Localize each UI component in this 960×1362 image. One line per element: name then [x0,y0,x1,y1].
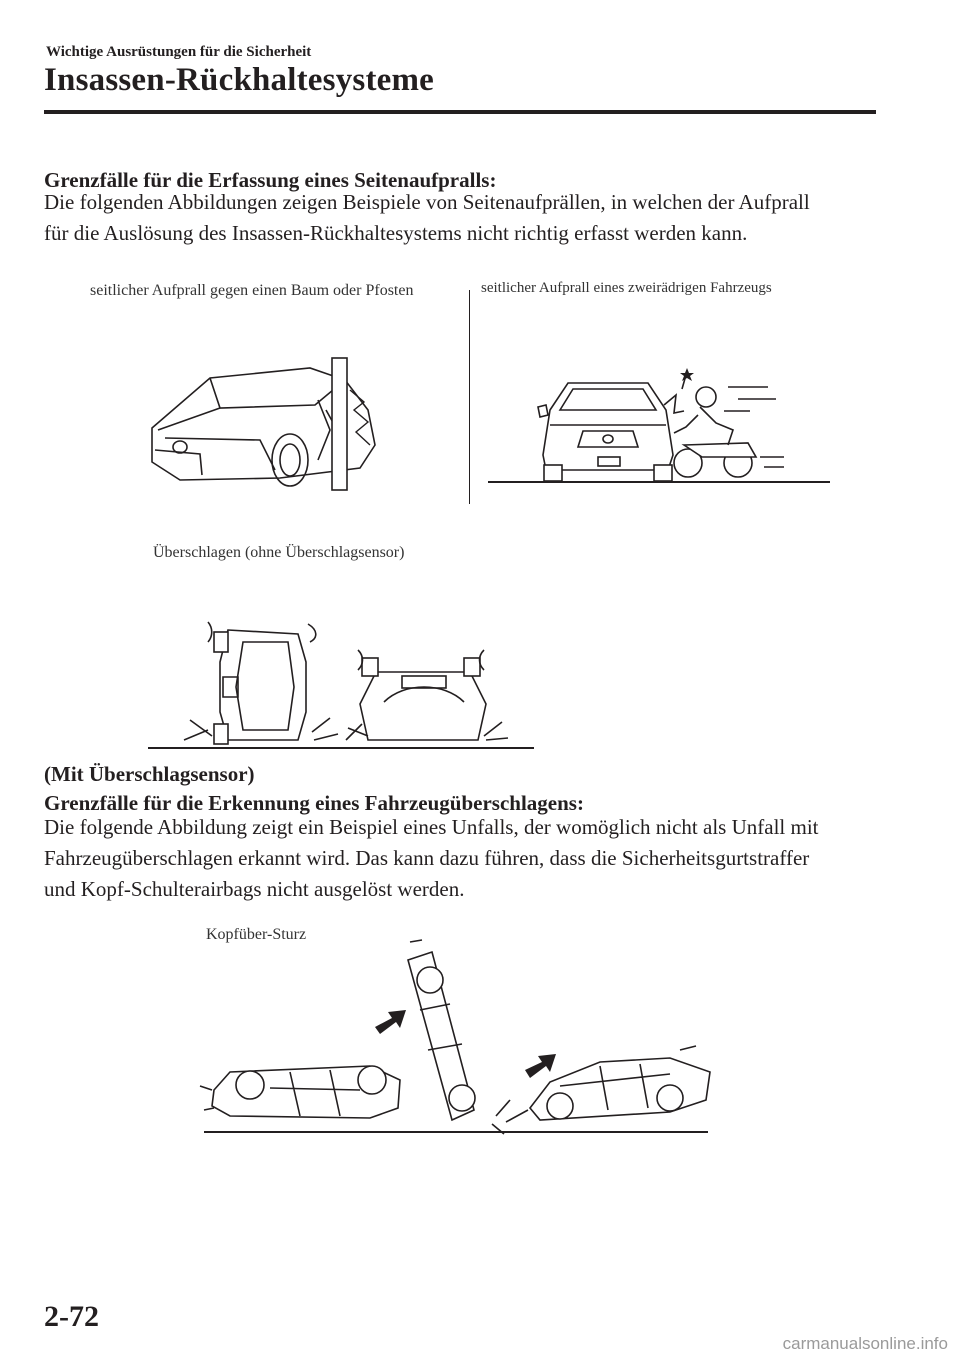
illustration-divider [469,290,470,504]
rollover-illustration [148,612,536,752]
rollover-text-3: und Kopf-Schulterairbags nicht ausgelöst werden. [44,877,465,901]
car-pole-illustration [140,350,400,500]
watermark: carmanualsonline.info [782,1334,948,1353]
rollover-heading: Grenzfälle für die Erkennung eines Fahrzeugüberschlagens: [44,791,584,815]
car-motorcycle-illustration [488,365,833,487]
side-impact-text-1: Die folgenden Abbildungen zeigen Beispiele von Seitenaufprällen, in welchen der Aufprall [44,190,810,214]
title-rule [44,110,876,114]
section-label: Wichtige Ausrüstungen für die Sicherheit [46,44,312,60]
caption-tree-impact: seitlicher Aufprall gegen einen Baum oder Pfosten [90,282,414,299]
side-impact-text-2: für die Auslösung des Insassen-Rückhaltesystems nicht richtig erfasst werden kann. [44,221,748,245]
side-impact-heading: Grenzfälle für die Erfassung eines Seitenaufpralls: [44,168,497,192]
flip-illustration [200,940,720,1140]
caption-flip: Kopfüber-Sturz [206,926,307,943]
caption-rollover: Überschlagen (ohne Überschlagsensor) [153,544,405,561]
rollover-heading-sensor: (Mit Überschlagsensor) [44,762,255,786]
caption-bike-impact: seitlicher Aufprall eines zweirädrigen Fahrzeugs [481,280,772,296]
page-title: Insassen-Rückhaltesysteme [44,62,435,98]
rollover-text-2: Fahrzeugüberschlagen erkannt wird. Das kann dazu führen, dass die Sicherheitsgurtstraffer [44,846,810,870]
rollover-text-1: Die folgende Abbildung zeigt ein Beispiel eines Unfalls, der womöglich nicht als Unfall mit [44,815,819,839]
page-number: 2-72 [44,1300,99,1333]
